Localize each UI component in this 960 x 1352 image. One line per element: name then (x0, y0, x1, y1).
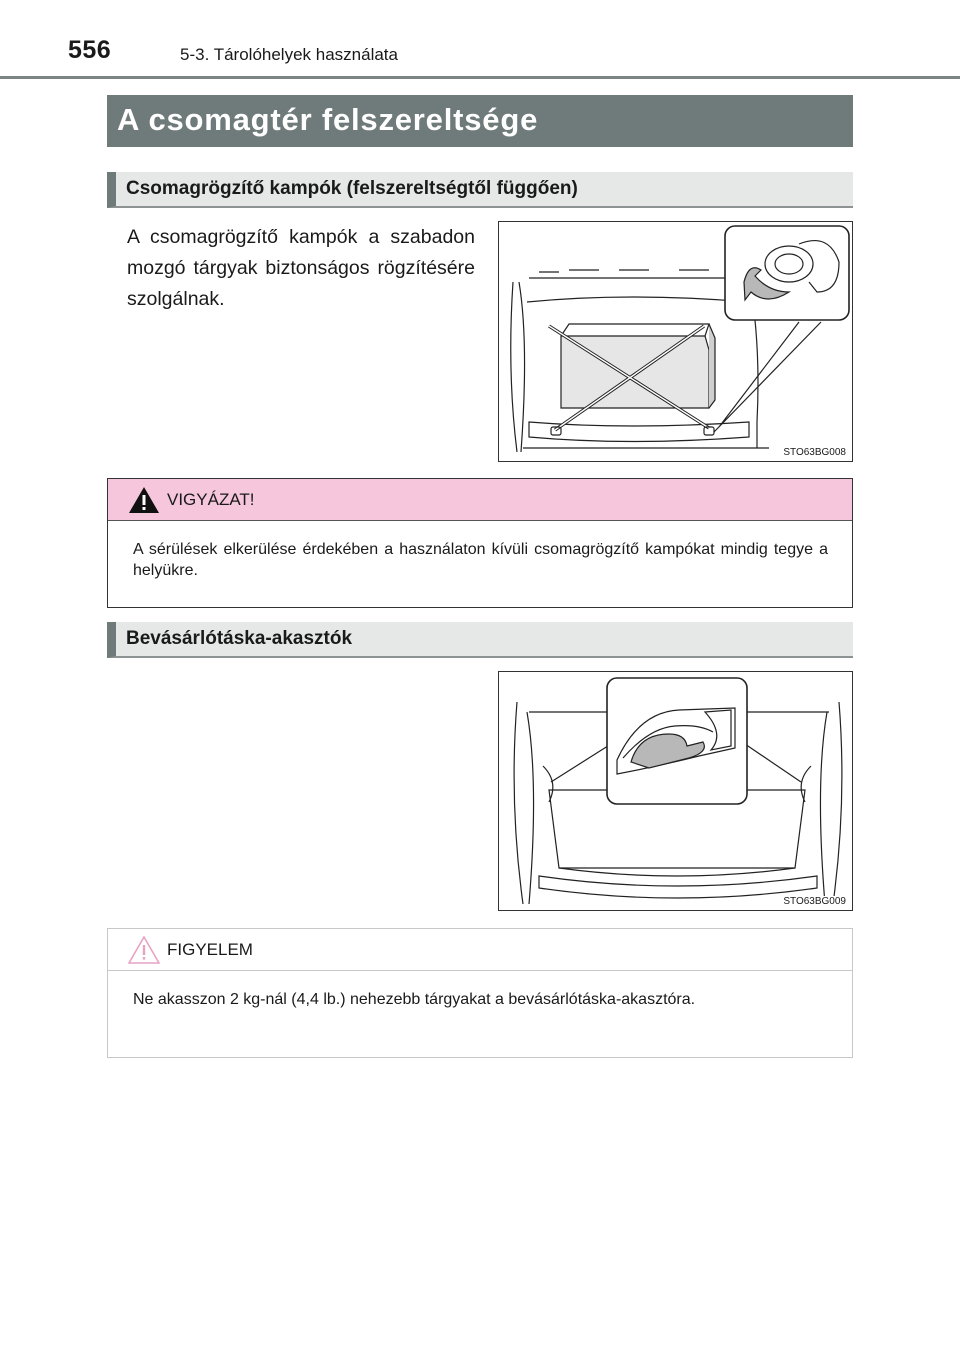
warning-header (108, 479, 852, 521)
warning-box (107, 478, 853, 608)
bag-hook-illustration (498, 671, 853, 911)
warning-text: A sérülések elkerülése érdekében a használaton kívüli csomagrögzítő kampókat mindig tegye a helyükre. (133, 541, 828, 579)
caution-box (107, 928, 853, 1058)
caution-title: FIGYELEM (167, 940, 253, 959)
figure-code: STO63BG008 (783, 447, 846, 458)
warning-triangle-icon (128, 485, 160, 515)
figure-code: STO63BG009 (783, 896, 846, 907)
caution-text: Ne akasszon 2 kg-nál (4,4 lb.) nehezebb tárgyakat a bevásárlótáska-akasztóra. (133, 991, 696, 1008)
cargo-hooks-heading: Csomagrögzítő kampók (felszereltségtől függően) (107, 172, 853, 208)
cargo-hook-illustration (498, 221, 853, 462)
running-head: 5-3. Tárolóhelyek használata (180, 45, 398, 64)
bag-hooks-heading: Bevásárlótáska-akasztók (107, 622, 853, 658)
cargo-hooks-text: A csomagrögzítő kampók a szabadon mozgó tárgyak biztonságos rögzítésére szolgálnak. (127, 226, 475, 310)
warning-title: VIGYÁZAT! (167, 490, 255, 509)
header-rule (0, 76, 960, 79)
section-title: A csomagtér felszereltsége (107, 95, 853, 147)
page-number: 556 (68, 36, 112, 64)
caution-triangle-icon (128, 935, 160, 965)
caution-header (108, 929, 852, 971)
